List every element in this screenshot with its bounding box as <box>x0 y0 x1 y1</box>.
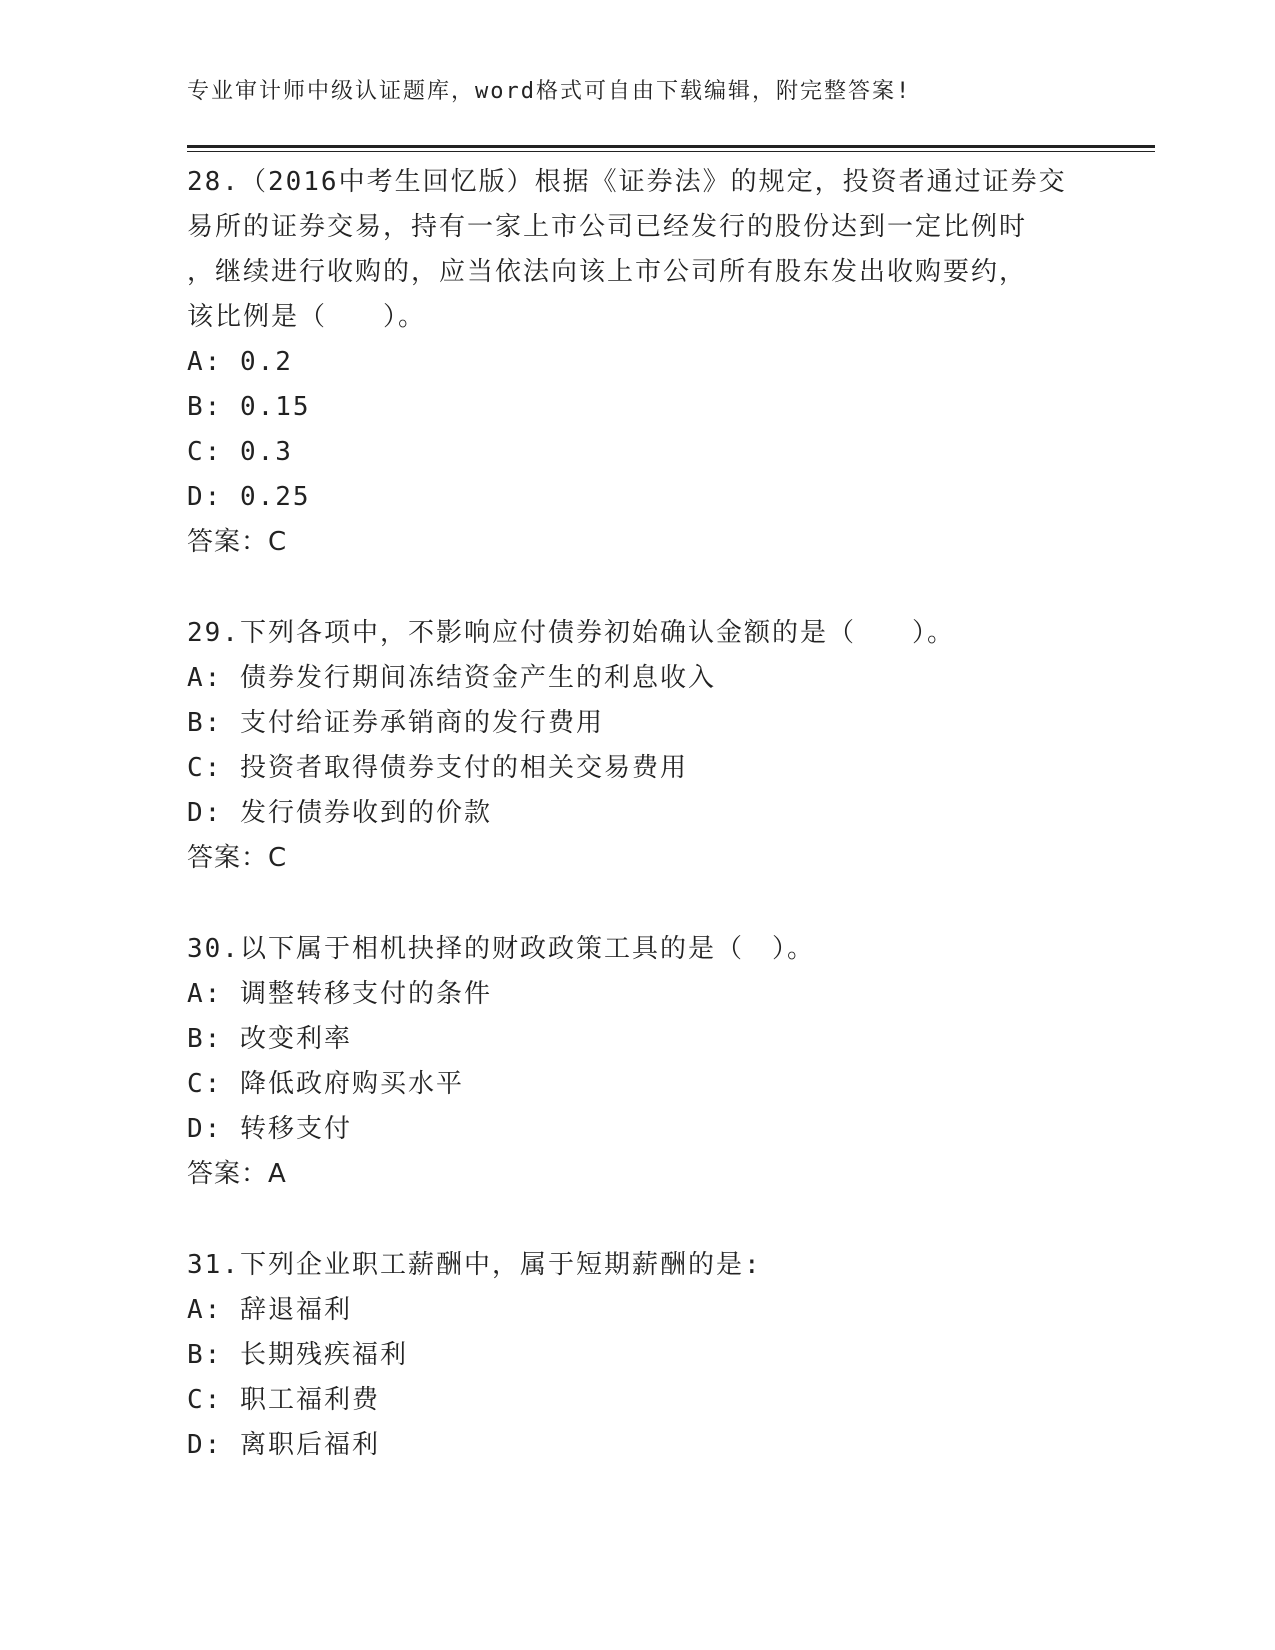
option-d: D: 转移支付 <box>187 1114 352 1144</box>
question-text-line: 31.下列企业职工薪酬中，属于短期薪酬的是: <box>187 1250 762 1280</box>
option-a: A: 0.2 <box>187 347 293 377</box>
question-29 <box>187 611 1127 881</box>
question-28 <box>187 160 1127 565</box>
question-text-line: 易所的证券交易，持有一家上市公司已经发行的股份达到一定比例时 <box>187 212 1028 242</box>
header-rule-thin <box>187 151 1155 152</box>
option-c: C: 降低政府购买水平 <box>187 1069 464 1099</box>
question-text-line: 该比例是（ ）。 <box>187 302 427 332</box>
question-text-line: 29.下列各项中，不影响应付债券初始确认金额的是（ ）。 <box>187 618 955 648</box>
header-rule-thick <box>187 145 1155 148</box>
option-c: C: 职工福利费 <box>187 1385 380 1415</box>
option-b: B: 支付给证券承销商的发行费用 <box>187 708 604 738</box>
option-a: A: 辞退福利 <box>187 1295 352 1325</box>
option-d: D: 0.25 <box>187 482 311 512</box>
answer-label: 答案：A <box>187 1159 287 1189</box>
option-c: C: 0.3 <box>187 437 293 467</box>
answer-label: 答案：C <box>187 843 288 873</box>
option-a: A: 债券发行期间冻结资金产生的利息收入 <box>187 663 716 693</box>
page-header: 专业审计师中级认证题库，word格式可自由下载编辑，附完整答案! <box>187 79 912 104</box>
option-c: C: 投资者取得债券支付的相关交易费用 <box>187 753 688 783</box>
option-d: D: 发行债券收到的价款 <box>187 798 492 828</box>
question-30 <box>187 927 1127 1197</box>
question-31 <box>187 1243 1127 1468</box>
question-list <box>187 160 1127 1514</box>
option-d: D: 离职后福利 <box>187 1430 380 1460</box>
option-a: A: 调整转移支付的条件 <box>187 979 492 1009</box>
question-text-line: ，继续进行收购的，应当依法向该上市公司所有股东发出收购要约， <box>187 257 1028 287</box>
question-text-line: 30.以下属于相机抉择的财政政策工具的是（ ）。 <box>187 934 815 964</box>
option-b: B: 0.15 <box>187 392 311 422</box>
option-b: B: 改变利率 <box>187 1024 352 1054</box>
question-text-line: 28.（2016中考生回忆版）根据《证券法》的规定，投资者通过证券交 <box>187 167 1067 197</box>
option-b: B: 长期残疾福利 <box>187 1340 408 1370</box>
answer-label: 答案：C <box>187 527 288 557</box>
